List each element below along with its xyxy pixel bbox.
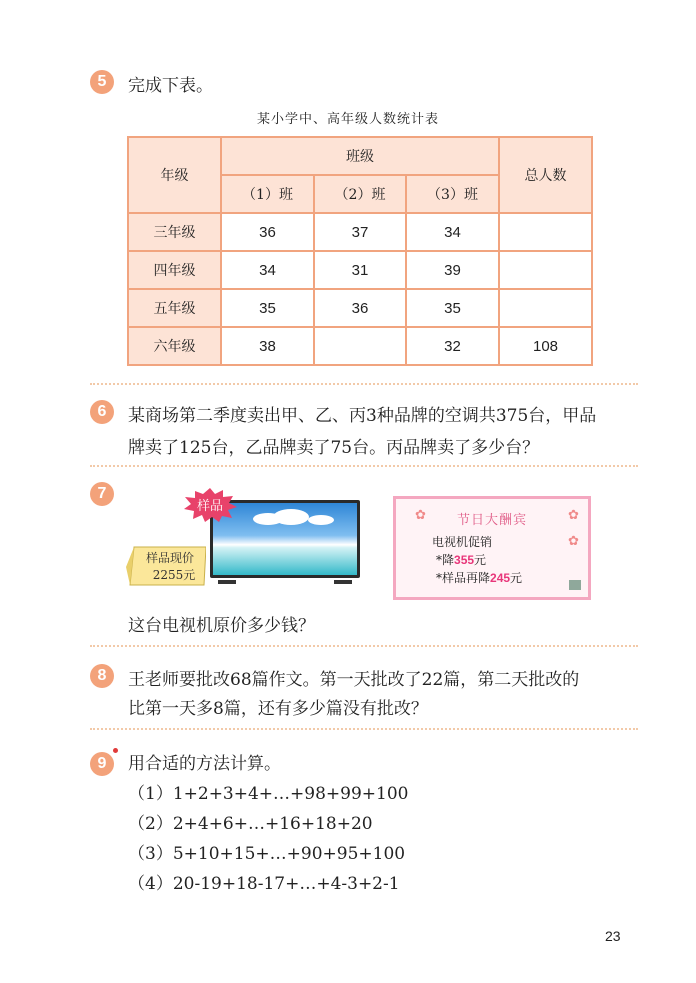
cell-class-3: 34 bbox=[406, 213, 499, 251]
promo-line-1: 电视机促销 bbox=[432, 535, 493, 549]
divider bbox=[90, 645, 638, 647]
price-tag-label: 样品现价 bbox=[145, 551, 195, 565]
cell-total[interactable] bbox=[499, 289, 592, 327]
problem-9-intro: 用合适的方法计算。 bbox=[128, 754, 281, 774]
cell-total: 108 bbox=[499, 327, 592, 365]
problem-9-badge: 9 bbox=[90, 752, 114, 776]
problem-9-item: （1）1+2+3+4+…+98+99+100 bbox=[128, 784, 409, 804]
header-grade: 年级 bbox=[128, 137, 221, 213]
promo-title: 节日大酬宾 bbox=[456, 513, 527, 528]
problem-6-line2: 牌卖了125台，乙品牌卖了75台。丙品牌卖了多少台？ bbox=[128, 438, 540, 458]
problem-9-item: （2）2+4+6+…+16+18+20 bbox=[128, 814, 373, 834]
cell-class-1: 35 bbox=[221, 289, 314, 327]
cell-class-2: 37 bbox=[314, 213, 406, 251]
cell-class-1: 38 bbox=[221, 327, 314, 365]
cell-class-3: 35 bbox=[406, 289, 499, 327]
header-class-3: （3）班 bbox=[406, 175, 499, 213]
cell-class-3: 39 bbox=[406, 251, 499, 289]
row-grade: 三年级 bbox=[128, 213, 221, 251]
row-grade: 六年级 bbox=[128, 327, 221, 365]
price-tag-value: 2255元 bbox=[152, 568, 196, 582]
cell-class-2: 36 bbox=[314, 289, 406, 327]
problem-5-text: 完成下表。 bbox=[128, 76, 213, 96]
problem-7-question: 这台电视机原价多少钱？ bbox=[128, 616, 315, 636]
problem-8-line1: 王老师要批改68篇作文。第一天批改了22篇，第二天批改的 bbox=[128, 670, 580, 690]
promo-line-2: *降355元 bbox=[436, 553, 487, 567]
header-total: 总人数 bbox=[499, 137, 592, 213]
cell-class-1: 34 bbox=[221, 251, 314, 289]
problem-5-badge: 5 bbox=[90, 70, 114, 94]
cell-total[interactable] bbox=[499, 251, 592, 289]
promo-line-3: *样品再降245元 bbox=[436, 571, 523, 585]
cell-total[interactable] bbox=[499, 213, 592, 251]
table-row bbox=[128, 251, 592, 289]
problem-6-badge: 6 bbox=[90, 400, 114, 424]
divider bbox=[90, 465, 638, 467]
problem-9-item: （3）5+10+15+…+90+95+100 bbox=[128, 844, 406, 864]
header-class-2: （2）班 bbox=[314, 175, 406, 213]
gift-icon bbox=[569, 580, 581, 590]
header-class-1: （1）班 bbox=[221, 175, 314, 213]
flower-icon: ✿ bbox=[568, 534, 579, 549]
cell-class-2[interactable] bbox=[314, 327, 406, 365]
table-row bbox=[128, 327, 592, 365]
table-row bbox=[128, 213, 592, 251]
page-number: 23 bbox=[605, 928, 621, 944]
cell-class-3: 32 bbox=[406, 327, 499, 365]
problem-9-item: （4）20-19+18-17+…+4-3+2-1 bbox=[128, 874, 400, 894]
cell-class-2: 31 bbox=[314, 251, 406, 289]
problem-8-badge: 8 bbox=[90, 664, 114, 688]
row-grade: 五年级 bbox=[128, 289, 221, 327]
sample-burst-label: 样品 bbox=[196, 499, 224, 514]
problem-7-badge: 7 bbox=[90, 482, 114, 506]
price-tag bbox=[126, 545, 206, 587]
stats-table bbox=[127, 136, 593, 366]
table-row bbox=[128, 289, 592, 327]
row-grade: 四年级 bbox=[128, 251, 221, 289]
flower-icon: ✿ bbox=[568, 508, 579, 523]
cell-class-1: 36 bbox=[221, 213, 314, 251]
problem-6-line1: 某商场第二季度卖出甲、乙、丙3种品牌的空调共375台，甲品 bbox=[128, 406, 597, 426]
table-title: 某小学中、高年级人数统计表 bbox=[256, 112, 439, 127]
divider bbox=[90, 728, 638, 730]
problem-8-line2: 比第一天多8篇，还有多少篇没有批改？ bbox=[128, 699, 428, 719]
header-class: 班级 bbox=[221, 137, 499, 175]
sample-burst bbox=[183, 488, 237, 522]
flower-icon: ✿ bbox=[415, 508, 426, 523]
divider bbox=[90, 383, 638, 385]
